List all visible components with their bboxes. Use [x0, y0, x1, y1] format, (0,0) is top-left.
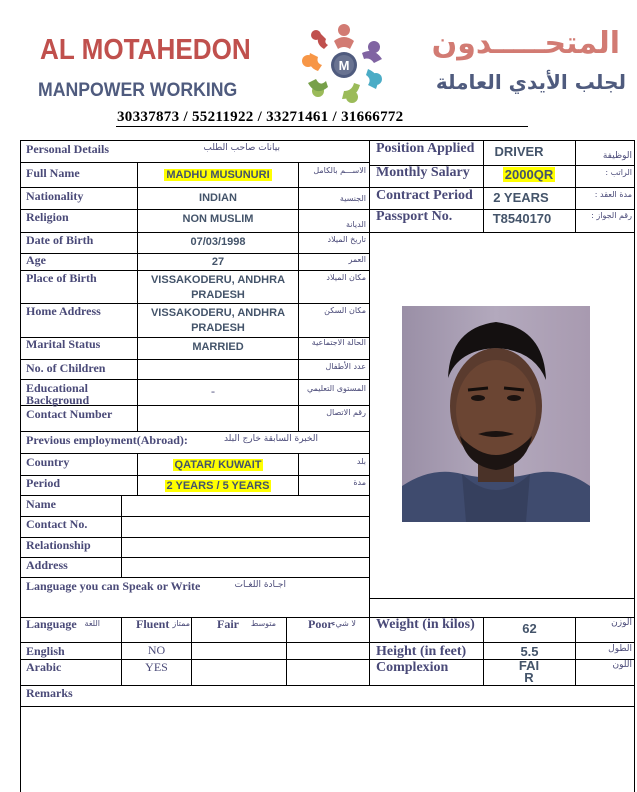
- english-fluent-value: NO: [147, 643, 166, 657]
- company-name-en: AL MOTAHEDON: [40, 34, 251, 66]
- marital-value: MARRIED: [192, 341, 244, 353]
- col-language-label: Language: [26, 617, 77, 631]
- col-language-label-ar: اللغة: [84, 619, 100, 628]
- complexion-label: Complexion: [376, 660, 449, 675]
- language-row-english: English: [26, 644, 65, 658]
- height-value: 5.5: [520, 644, 539, 659]
- country-label-ar: بلد: [356, 457, 366, 466]
- period-value: 2 YEARS / 5 YEARS: [166, 480, 270, 492]
- language-section-label-ar: اجـادة اللغـات: [234, 580, 286, 590]
- period-label-ar: مدة: [353, 478, 366, 487]
- dob-label-ar: تاريخ الميلاد: [327, 235, 366, 244]
- age-label: Age: [26, 253, 46, 267]
- contract-label: Contract Period: [376, 188, 473, 203]
- company-tagline-ar: لجلب الأيدي العاملة: [435, 70, 626, 94]
- col-fair-label: Fair: [217, 617, 239, 631]
- phones-underline: [116, 126, 528, 127]
- weight-value: 62: [522, 621, 537, 636]
- col-fluent-label: Fluent: [136, 617, 170, 631]
- reference-address-label: Address: [26, 558, 68, 572]
- contact-label-ar: رقم الاتصال: [326, 408, 366, 417]
- salary-label-ar: الراتب :: [605, 168, 632, 177]
- reference-relationship-label: Relationship: [26, 538, 91, 552]
- religion-label-ar: الديانة: [345, 220, 366, 229]
- pob-label-ar: مكان الميلاد: [326, 273, 366, 282]
- full-name-label: Full Name: [26, 166, 80, 180]
- personal-details-label-ar: بيانات صاحب الطلب: [203, 143, 280, 153]
- nationality-label-ar: الجنسية: [339, 194, 366, 203]
- education-label: Educational Background: [26, 381, 90, 407]
- arabic-fluent-value: YES: [145, 660, 168, 674]
- height-label-ar: الطول: [608, 644, 632, 654]
- remarks-label: Remarks: [26, 686, 73, 700]
- nationality-value: INDIAN: [199, 192, 237, 204]
- col-fluent-label-ar: ممتاز: [172, 619, 190, 628]
- country-value: QATAR/ KUWAIT: [174, 459, 262, 471]
- reference-name-label: Name: [26, 497, 56, 511]
- country-label: Country: [26, 455, 70, 469]
- previous-employment-label-ar: الخبرة السابقة خارج البلد: [223, 434, 318, 444]
- children-label: No. of Children: [26, 361, 106, 375]
- previous-employment-label: Previous employment(Abroad):: [26, 433, 188, 447]
- company-tagline-en: MANPOWER WORKING: [38, 80, 238, 101]
- reference-contact-label: Contact No.: [26, 517, 88, 531]
- children-label-ar: عدد الأطفال: [325, 362, 366, 371]
- address-label-ar: مكان السكن: [324, 306, 366, 315]
- col-poor-label: Poor: [308, 617, 333, 631]
- complexion-label-ar: اللون: [612, 660, 632, 670]
- education-value: -: [211, 384, 215, 398]
- education-label-ar: المستوى التعليمي: [306, 384, 366, 393]
- passport-value: T8540170: [492, 211, 552, 226]
- passport-label-ar: رقم الجواز :: [591, 211, 632, 220]
- personal-details-label: Personal Details: [26, 142, 109, 156]
- language-row-arabic: Arabic: [26, 660, 62, 674]
- position-label-ar: الوظيفة: [602, 151, 632, 161]
- pob-value: VISSAKODERU, ANDHRA PRADESH: [150, 274, 286, 301]
- religion-value: NON MUSLIM: [182, 213, 254, 225]
- address-label: Home Address: [26, 304, 101, 318]
- marital-label: Marital Status: [26, 337, 101, 351]
- col-poor-label-ar: لا شيء: [331, 619, 356, 628]
- period-label: Period: [26, 476, 60, 490]
- weight-label: Weight (in kilos): [376, 617, 475, 632]
- salary-label: Monthly Salary: [376, 165, 470, 180]
- contract-value: 2 YEARS: [493, 190, 549, 205]
- col-fair-label-ar: متوسط: [250, 619, 276, 628]
- company-logo-icon: [296, 21, 392, 105]
- age-label-ar: العمر: [348, 255, 366, 264]
- weight-label-ar: الوزن: [611, 618, 632, 628]
- phone-numbers: 30337873 / 55211922 / 33271461 / 31666772: [117, 109, 404, 125]
- position-value: DRIVER: [494, 144, 544, 159]
- company-name-ar: المتحـــــدون: [431, 26, 620, 61]
- religion-label: Religion: [26, 210, 69, 224]
- passport-label: Passport No.: [376, 209, 453, 224]
- position-label: Position Applied: [376, 141, 475, 156]
- address-value: VISSAKODERU, ANDHRA PRADESH: [150, 307, 286, 334]
- applicant-photo: [402, 306, 590, 522]
- nationality-label: Nationality: [26, 189, 84, 203]
- contract-label-ar: مدة العقد :: [594, 190, 632, 199]
- full-name-label-ar: الاســـم بالكامل: [313, 166, 366, 175]
- logo-letter: M: [338, 58, 350, 73]
- full-name-value: MADHU MUSUNURI: [166, 169, 270, 181]
- height-label: Height (in feet): [376, 644, 467, 659]
- dob-value: 07/03/1998: [190, 236, 246, 248]
- marital-label-ar: الحالة الاجتماعية: [311, 338, 366, 347]
- language-section-label: Language you can Speak or Write: [26, 579, 201, 593]
- pob-label: Place of Birth: [26, 271, 97, 285]
- contact-label: Contact Number: [26, 407, 113, 421]
- dob-label: Date of Birth: [26, 233, 94, 247]
- age-value: 27: [211, 256, 225, 268]
- salary-value: 2000QR: [504, 167, 554, 182]
- complexion-value: FAIR: [518, 658, 540, 685]
